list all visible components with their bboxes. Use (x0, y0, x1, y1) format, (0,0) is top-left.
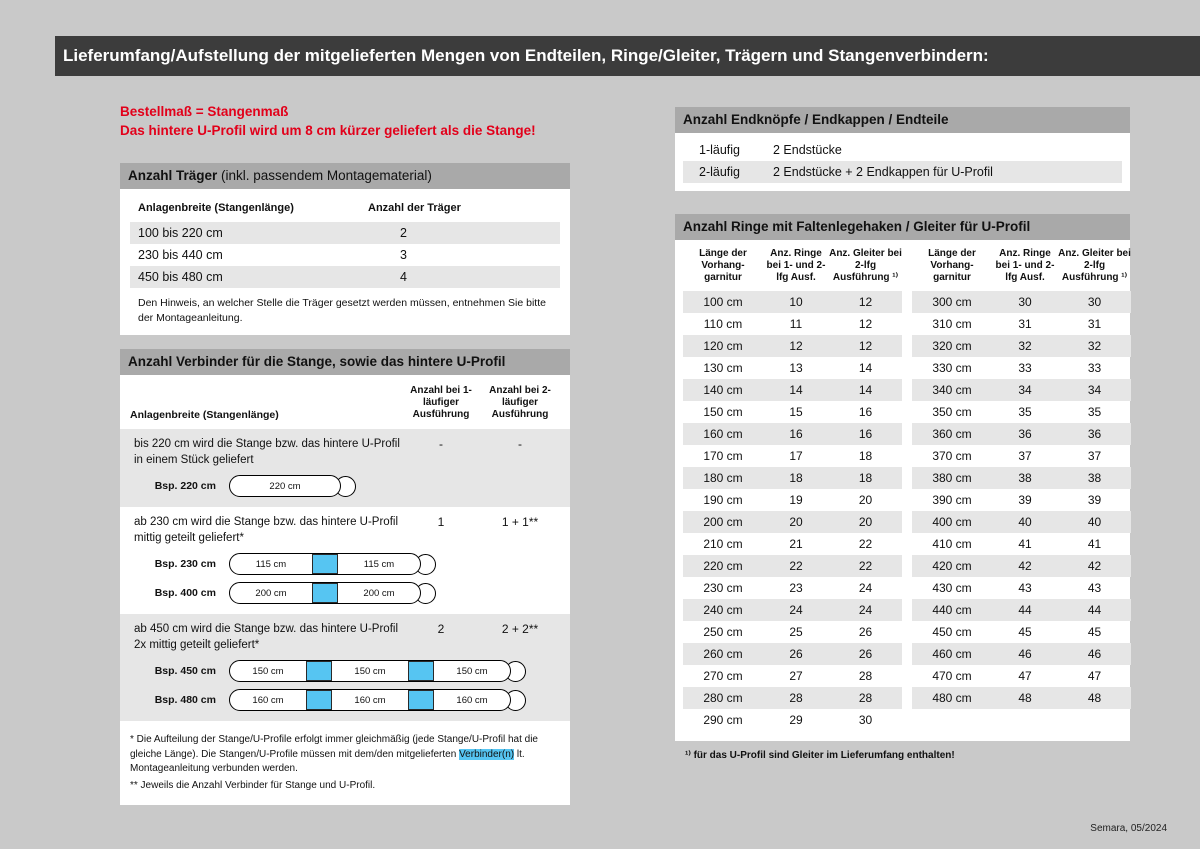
table-cell: 43 (1087, 580, 1102, 595)
rod-segment: 150 cm (456, 665, 488, 677)
traeger-note: Den Hinweis, an welcher Stelle die Träger gesetzt werden müssen, entnehmen Sie bitte der Montageanleitung. (138, 297, 546, 324)
table-cell: 150 cm (703, 404, 743, 419)
section-header-ringe (675, 214, 1130, 240)
table-cell: 21 (789, 536, 803, 551)
table-cell: 26 (858, 646, 873, 661)
table-cell: 13 (789, 360, 803, 375)
table-cell: 110 cm (703, 316, 743, 331)
rod-diagram (229, 689, 526, 711)
rod-example-label: Bsp. 480 cm (154, 694, 216, 707)
table-cell: 33 (1087, 360, 1102, 375)
table-cell: 46 (1087, 646, 1102, 661)
column-header-anzahl-traeger: Anzahl der Träger (368, 202, 461, 215)
table-cell: 440 cm (932, 602, 972, 617)
table-row (683, 665, 902, 687)
table-cell: 230 cm (703, 580, 743, 595)
table-cell: 22 (858, 536, 873, 551)
table-row (683, 621, 902, 643)
group-examples (120, 660, 570, 711)
verbinder-group-bis220 (120, 429, 570, 507)
rod-segment: 160 cm (354, 694, 386, 706)
table-row (912, 291, 1131, 313)
footnote-division-text: * Die Aufteilung der Stange/U-Profile erfolgt immer gleichmäßig (jede Stange/U-Profil hat die gleiche Länge). Die Stangen/U-Profile müssen mit dem/den mitgelieferten (130, 734, 538, 760)
table-cell: 270 cm (703, 668, 743, 683)
order-size-note (120, 103, 570, 140)
rod-example-label: Bsp. 230 cm (154, 558, 216, 571)
table-cell: 4 (400, 270, 407, 285)
table-row (683, 599, 902, 621)
table-cell: 27 (789, 668, 803, 683)
table-row (683, 687, 902, 709)
table-cell: 430 cm (932, 580, 972, 595)
table-cell: 200 cm (703, 514, 743, 529)
rod-example-label: Bsp. 220 cm (154, 480, 216, 493)
table-cell: 380 cm (932, 470, 972, 485)
table-cell: 16 (789, 426, 803, 441)
rod-segment: 115 cm (363, 558, 395, 570)
table-row (912, 467, 1131, 489)
endteile-panel (675, 133, 1130, 191)
verbinder-panel (120, 375, 570, 805)
table-row (683, 139, 1122, 161)
group-value-2lfg: - (518, 437, 522, 452)
table-cell: 46 (1018, 646, 1032, 661)
table-cell: 390 cm (932, 492, 972, 507)
rod-connector (408, 690, 434, 710)
table-row (912, 555, 1131, 577)
column-header-laenge: Länge der Vorhang-garnitur (928, 248, 976, 284)
table-cell: 340 cm (932, 382, 972, 397)
footnote-division (130, 733, 560, 777)
table-cell: 36 (1018, 426, 1032, 441)
table-cell: 25 (789, 624, 803, 639)
table-cell: 19 (789, 492, 803, 507)
table-cell: 22 (858, 558, 873, 573)
table-row (683, 511, 902, 533)
table-row (683, 709, 902, 731)
column-header-ringe: Anz. Ringe bei 1- und 2-lfg Ausf. (766, 248, 826, 284)
table-row (683, 161, 1122, 183)
right-column (675, 107, 1130, 761)
section-header-endteile (675, 107, 1130, 133)
table-cell: 37 (1087, 448, 1102, 463)
table-row (912, 489, 1131, 511)
table-row (683, 467, 902, 489)
rod-example-row (120, 689, 570, 711)
rod-segment: 160 cm (252, 694, 284, 706)
table-row (912, 401, 1131, 423)
section-header-verbinder (120, 349, 570, 375)
table-cell: 1-läufig (699, 143, 740, 157)
rod-diagram (229, 582, 436, 604)
order-size-note-line1: Bestellmaß = Stangenmaß (120, 104, 289, 119)
table-row (912, 379, 1131, 401)
table-cell: 12 (858, 338, 873, 353)
rod-segment: 115 cm (255, 558, 287, 570)
table-cell: 160 cm (703, 426, 743, 441)
document-credit: Semara, 05/2024 (1090, 823, 1167, 834)
table-cell: 290 cm (703, 712, 743, 727)
table-cell: 370 cm (932, 448, 972, 463)
verbinder-group-ab230 (120, 507, 570, 614)
table-cell: 35 (1087, 404, 1102, 419)
table-cell: 12 (858, 316, 873, 331)
table-cell: 40 (1087, 514, 1102, 529)
table-cell: 39 (1018, 492, 1032, 507)
group-row (120, 437, 570, 468)
table-row (130, 266, 560, 288)
group-value-2lfg: 2 + 2** (501, 622, 539, 637)
table-cell: 18 (858, 448, 873, 463)
rod-connector (306, 661, 332, 681)
table-cell: 460 cm (932, 646, 972, 661)
rod-diagram (229, 553, 436, 575)
table-cell: 11 (789, 316, 803, 331)
table-row (683, 291, 902, 313)
table-cell: 3 (400, 248, 407, 263)
table-cell: 140 cm (703, 382, 743, 397)
table-cell: 330 cm (932, 360, 972, 375)
table-cell: 24 (858, 580, 873, 595)
table-row (683, 533, 902, 555)
table-cell: 12 (858, 294, 873, 309)
rod-example-label: Bsp. 450 cm (154, 665, 216, 678)
table-cell: 48 (1018, 690, 1032, 705)
rod-connector (312, 554, 338, 574)
table-cell: 16 (858, 426, 873, 441)
table-cell: 32 (1018, 338, 1032, 353)
table-cell: 29 (789, 712, 803, 727)
rod-segment: 220 cm (269, 480, 301, 492)
table-row (912, 445, 1131, 467)
table-cell: 2 Endstücke + 2 Endkappen für U-Profil (773, 165, 993, 179)
footnote-division-text-end: lt. Montageanleitung verbunden werden. (130, 748, 525, 775)
rod-segment: 200 cm (255, 587, 287, 599)
table-cell: 280 cm (703, 690, 743, 705)
table-cell: 39 (1087, 492, 1102, 507)
table-cell: 42 (1087, 558, 1102, 573)
table-row (912, 687, 1131, 709)
section-title-verbinder: Anzahl Verbinder für die Stange, sowie das hintere U-Profil (128, 354, 506, 370)
column-header-anlagenbreite: Anlagenbreite (Stangenlänge) (138, 202, 294, 215)
table-row (912, 335, 1131, 357)
table-row (683, 445, 902, 467)
order-size-note-line2: Das hintere U-Profil wird um 8 cm kürzer geliefert als die Stange! (120, 122, 536, 138)
table-cell: 20 (858, 492, 873, 507)
table-cell: 22 (789, 558, 803, 573)
column-header-ringe: Anz. Ringe bei 1- und 2-lfg Ausf. (995, 248, 1055, 284)
rod-example-row (120, 475, 570, 497)
rod-example-row (120, 553, 570, 575)
footnote-count: ** Jeweils die Anzahl Verbinder für Stange und U-Profil. (130, 779, 376, 791)
table-cell: 28 (858, 690, 873, 705)
table-cell: 320 cm (932, 338, 972, 353)
table-cell: 40 (1018, 514, 1032, 529)
section-title-ringe: Anzahl Ringe mit Faltenlegehaken / Gleiter für U-Profil (683, 219, 1031, 234)
group-description: ab 230 cm wird die Stange bzw. das hintere U-Profil mittig geteilt geliefert* (134, 516, 398, 544)
table-cell: 36 (1087, 426, 1102, 441)
rod-segment: 200 cm (363, 587, 395, 599)
ringe-table-header (683, 248, 902, 291)
traeger-table-header (130, 197, 560, 222)
group-description: ab 450 cm wird die Stange bzw. das hintere U-Profil 2x mittig geteilt geliefert* (134, 623, 398, 651)
table-cell: 41 (1087, 536, 1102, 551)
table-cell: 28 (858, 668, 873, 683)
ringe-table-left (683, 248, 902, 731)
table-row (912, 423, 1131, 445)
table-cell: 42 (1018, 558, 1032, 573)
table-cell: 45 (1087, 624, 1102, 639)
table-cell: 28 (789, 690, 803, 705)
group-value-1lfg: - (439, 437, 443, 452)
page-title: Lieferumfang/Aufstellung der mitgelieferten Mengen von Endteilen, Ringe/Gleiter, Trägern und Stangenverbindern: (55, 36, 1200, 76)
group-value-1lfg: 1 (437, 515, 445, 530)
rod-example-label: Bsp. 400 cm (154, 587, 216, 600)
rod-example-row (120, 660, 570, 682)
table-cell: 35 (1018, 404, 1032, 419)
column-header-laenge: Länge der Vorhang-garnitur (699, 248, 747, 284)
table-cell: 38 (1018, 470, 1032, 485)
rod-diagram (229, 660, 526, 682)
table-cell: 230 bis 440 cm (138, 248, 223, 263)
table-cell: 260 cm (703, 646, 743, 661)
table-cell: 210 cm (703, 536, 743, 551)
table-cell: 2 Endstücke (773, 143, 842, 157)
table-row (683, 379, 902, 401)
table-cell: 450 cm (932, 624, 972, 639)
table-cell: 130 cm (703, 360, 743, 375)
table-cell: 14 (858, 382, 873, 397)
table-cell: 250 cm (703, 624, 743, 639)
ringe-table-right (912, 248, 1131, 731)
table-cell: 120 cm (703, 338, 743, 353)
table-cell: 2 (400, 226, 407, 241)
table-cell: 30 (1087, 294, 1102, 309)
table-row (683, 489, 902, 511)
table-cell: 100 bis 220 cm (138, 226, 223, 241)
table-row (683, 423, 902, 445)
table-row (912, 313, 1131, 335)
table-cell: 15 (789, 404, 803, 419)
ringe-panel (675, 240, 1130, 741)
table-cell: 360 cm (932, 426, 972, 441)
table-cell: 26 (858, 624, 873, 639)
column-header-anlagenbreite: Anlagenbreite (Stangenlänge) (130, 409, 279, 422)
table-cell: 10 (789, 294, 803, 309)
table-cell: 410 cm (932, 536, 972, 551)
footnote-verbinder-highlight: Verbinder(n) (459, 748, 515, 760)
table-cell: 33 (1018, 360, 1032, 375)
table-cell: 24 (858, 602, 873, 617)
table-cell: 30 (858, 712, 873, 727)
table-cell: 12 (789, 338, 803, 353)
table-cell: 44 (1087, 602, 1102, 617)
table-row (912, 533, 1131, 555)
table-cell: 41 (1018, 536, 1032, 551)
table-row (130, 244, 560, 266)
table-cell: 480 cm (932, 690, 972, 705)
table-cell: 400 cm (932, 514, 972, 529)
table-row (912, 357, 1131, 379)
table-cell: 2-läufig (699, 165, 740, 179)
table-row (683, 401, 902, 423)
table-cell: 470 cm (932, 668, 972, 683)
table-row (130, 222, 560, 244)
table-cell: 100 cm (703, 294, 743, 309)
table-cell: 420 cm (932, 558, 972, 573)
endteile-table-body (683, 139, 1122, 183)
table-row (683, 643, 902, 665)
table-cell: 450 bis 480 cm (138, 270, 223, 285)
table-row (683, 577, 902, 599)
left-column (120, 103, 570, 805)
section-title-traeger-rest: (inkl. passendem Montagematerial) (217, 168, 432, 184)
column-header-gleiter: Anz. Gleiter bei 2-lfg Ausführung ¹⁾ (1058, 248, 1131, 284)
table-cell: 14 (858, 360, 873, 375)
table-cell: 32 (1087, 338, 1102, 353)
table-cell: 48 (1087, 690, 1102, 705)
table-cell: 16 (858, 404, 873, 419)
table-row (683, 357, 902, 379)
table-cell: 38 (1087, 470, 1102, 485)
table-cell: 240 cm (703, 602, 743, 617)
rod-example-row (120, 582, 570, 604)
column-header-1laeufig: Anzahl bei 1-läufiger Ausführung (410, 385, 472, 421)
verbinder-footnotes (120, 721, 570, 805)
table-row (912, 643, 1131, 665)
table-row (912, 577, 1131, 599)
table-cell: 31 (1087, 316, 1102, 331)
table-cell: 37 (1018, 448, 1032, 463)
table-cell: 44 (1018, 602, 1032, 617)
section-header-traeger (120, 163, 570, 189)
table-cell: 31 (1018, 316, 1032, 331)
group-value-1lfg: 2 (437, 622, 445, 637)
table-cell: 26 (789, 646, 803, 661)
table-cell: 43 (1018, 580, 1032, 595)
table-cell: 18 (789, 470, 803, 485)
table-cell: 17 (789, 448, 803, 463)
table-cell: 20 (858, 514, 873, 529)
rod-segment: 150 cm (354, 665, 386, 677)
ringe-table-left-body (683, 291, 902, 731)
table-cell: 20 (789, 514, 803, 529)
group-row (120, 515, 570, 546)
gleiter-footnote: ¹⁾ für das U-Profil sind Gleiter im Lieferumfang enthalten! (685, 749, 955, 761)
rod-segment: 150 cm (252, 665, 284, 677)
group-examples (120, 475, 570, 497)
rod-diagram (229, 475, 356, 497)
group-value-2lfg: 1 + 1** (501, 515, 539, 530)
table-row (683, 335, 902, 357)
table-row (683, 555, 902, 577)
table-row (912, 511, 1131, 533)
rod-connector (408, 661, 434, 681)
ringe-table-header (912, 248, 1131, 291)
column-header-gleiter: Anz. Gleiter bei 2-lfg Ausführung ¹⁾ (829, 248, 902, 284)
table-cell: 23 (789, 580, 803, 595)
section-title-traeger-bold: Anzahl Träger (128, 168, 218, 184)
table-row (912, 665, 1131, 687)
group-row (120, 622, 570, 653)
table-cell: 47 (1018, 668, 1032, 683)
table-cell: 45 (1018, 624, 1032, 639)
rod-connector (306, 690, 332, 710)
rod-connector (312, 583, 338, 603)
table-cell: 180 cm (703, 470, 743, 485)
verbinder-table-header (120, 381, 570, 429)
table-cell: 170 cm (703, 448, 743, 463)
group-examples (120, 553, 570, 604)
verbinder-group-ab450 (120, 614, 570, 721)
table-cell: 220 cm (703, 558, 743, 573)
traeger-table-body (130, 222, 560, 288)
table-cell: 300 cm (932, 294, 972, 309)
table-cell: 14 (789, 382, 803, 397)
table-cell: 18 (858, 470, 873, 485)
table-cell: 34 (1087, 382, 1102, 397)
table-cell: 34 (1018, 382, 1032, 397)
table-row (912, 621, 1131, 643)
table-row (912, 599, 1131, 621)
traeger-panel (120, 189, 570, 335)
table-cell: 30 (1018, 294, 1032, 309)
table-cell: 24 (789, 602, 803, 617)
table-cell: 310 cm (932, 316, 972, 331)
column-header-2laeufig: Anzahl bei 2-läufiger Ausführung (489, 385, 551, 421)
table-row (683, 313, 902, 335)
table-cell: 190 cm (703, 492, 743, 507)
table-cell: 350 cm (932, 404, 972, 419)
rod-segment: 160 cm (456, 694, 488, 706)
group-description: bis 220 cm wird die Stange bzw. das hintere U-Profil in einem Stück geliefert (134, 438, 400, 466)
section-title-endteile: Anzahl Endknöpfe / Endkappen / Endteile (683, 112, 949, 127)
table-cell: 47 (1087, 668, 1102, 683)
ringe-table-right-body (912, 291, 1131, 709)
